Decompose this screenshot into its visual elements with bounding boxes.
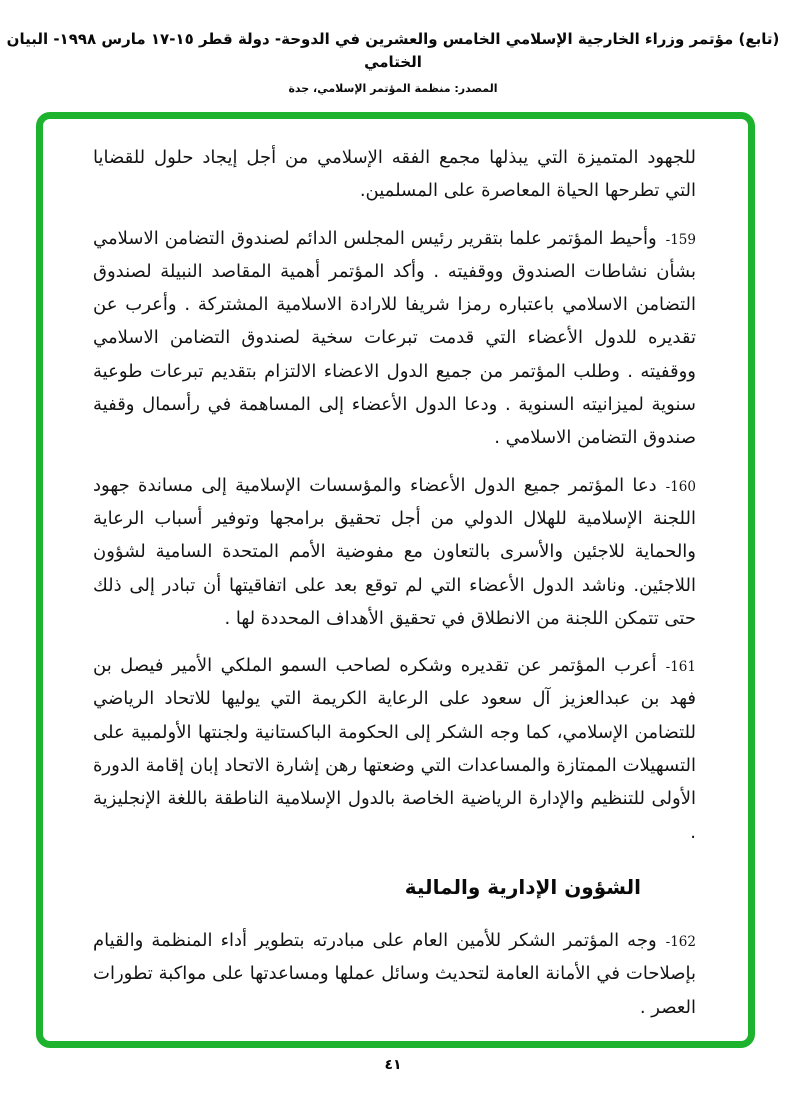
list-item-159 xyxy=(93,222,696,455)
item-number-dash: - xyxy=(665,478,671,495)
item-number: 161 xyxy=(670,659,696,676)
item-number-dash: - xyxy=(665,933,671,950)
page-header xyxy=(0,28,786,95)
header-source: المصدر: منظمة المؤتمر الإسلامي، جدة xyxy=(288,82,498,95)
item-number: 160 xyxy=(670,478,696,495)
list-item-163 xyxy=(93,1038,696,1048)
header-title: (تابع) مؤتمر وزراء الخارجية الإسلامي الخامس والعشرين في الدوحة- دولة قطر ١٥-١٧ مارس ١٩٩٨- البيان الختامي xyxy=(6,30,780,71)
document-body xyxy=(43,119,748,1048)
page-number: ٤١ xyxy=(384,1057,402,1073)
list-item-160 xyxy=(93,469,696,635)
content-border-box xyxy=(36,112,755,1048)
item-text: دعا المؤتمر جميع الدول الأعضاء والمؤسسات الإسلامية إلى مساندة جهود اللجنة الإسلامية للهلال الدولي من أجل تحقيق برامجها وتوفير أسباب الرعاية والحماية للاجئين والأسرى بالتعاون مع مفوضية الأمم المتحدة السامية لشؤون اللاجئين. وناشد الدول الأعضاء التي لم توقع بعد على اتفاقيتها أن تبادر إلى ذلك حتى تتمكن اللجنة من الانطلاق في تحقيق الأهداف المحددة لها . xyxy=(93,474,696,629)
list-item-161 xyxy=(93,649,696,849)
section-heading: الشؤون الإدارية والمالية xyxy=(404,874,641,899)
item-text: وجه المؤتمر الشكر للأمين العام على مبادرته بتطوير أداء المنظمة والقيام بإصلاحات في الأمانة العامة لتحديث وسائل عملها ومساعدتها على مواكبة تطورات العصر . xyxy=(93,929,696,1018)
item-number-dash: - xyxy=(665,231,671,248)
page-footer xyxy=(0,1054,786,1073)
intro-paragraph xyxy=(93,141,696,208)
item-number-dash: - xyxy=(665,659,671,676)
item-number: 162 xyxy=(670,933,696,950)
list-item-162 xyxy=(93,924,696,1024)
item-number: 159 xyxy=(670,231,696,248)
item-text xyxy=(93,1044,696,1048)
item-text: وأحيط المؤتمر علما بتقرير رئيس المجلس الدائم لصندوق التضامن الاسلامي بشأن نشاطات الصندوق ووقفيته . وأكد المؤتمر أهمية المقاصد النبيلة لصندوق التضامن الاسلامي باعتباره رمزا شريفا للارادة الاسلامية المشتركة . وأعرب عن تقديره للدول الأعضاء التي قدمت تبرعات سخية لصندوق التضامن الاسلامي ووقفيته . وطلب المؤتمر من جميع الدول الاعضاء الالتزام بتقديم تبرعات طوعية سنوية لميزانيته السنوية . ودعا الدول الأعضاء إلى المساهمة في رأسمال وقفية صندوق التضامن الاسلامي . xyxy=(93,227,696,449)
item-text: أعرب المؤتمر عن تقديره وشكره لصاحب السمو الملكي الأمير فيصل بن فهد بن عبدالعزيز آل سعود على الرعاية الكريمة التي يوليها للاتحاد الرياضي للتضامن الإسلامي، كما وجه الشكر إلى الحكومة الباكستانية ولجنتها الأولمبية على التسهيلات الممتازة والمساعدات التي وضعتها رهن إشارة الاتحاد إبان إقامة الدورة الأولى للتنظيم والإدارة الرياضية الخاصة بالدول الإسلامية الناطقة باللغة الإنجليزية . xyxy=(93,655,696,843)
intro-paragraph-text: للجهود المتميزة التي يبذلها مجمع الفقه الإسلامي من أجل إيجاد حلول للقضايا التي تطرحها الحياة المعاصرة على المسلمين. xyxy=(93,147,696,202)
